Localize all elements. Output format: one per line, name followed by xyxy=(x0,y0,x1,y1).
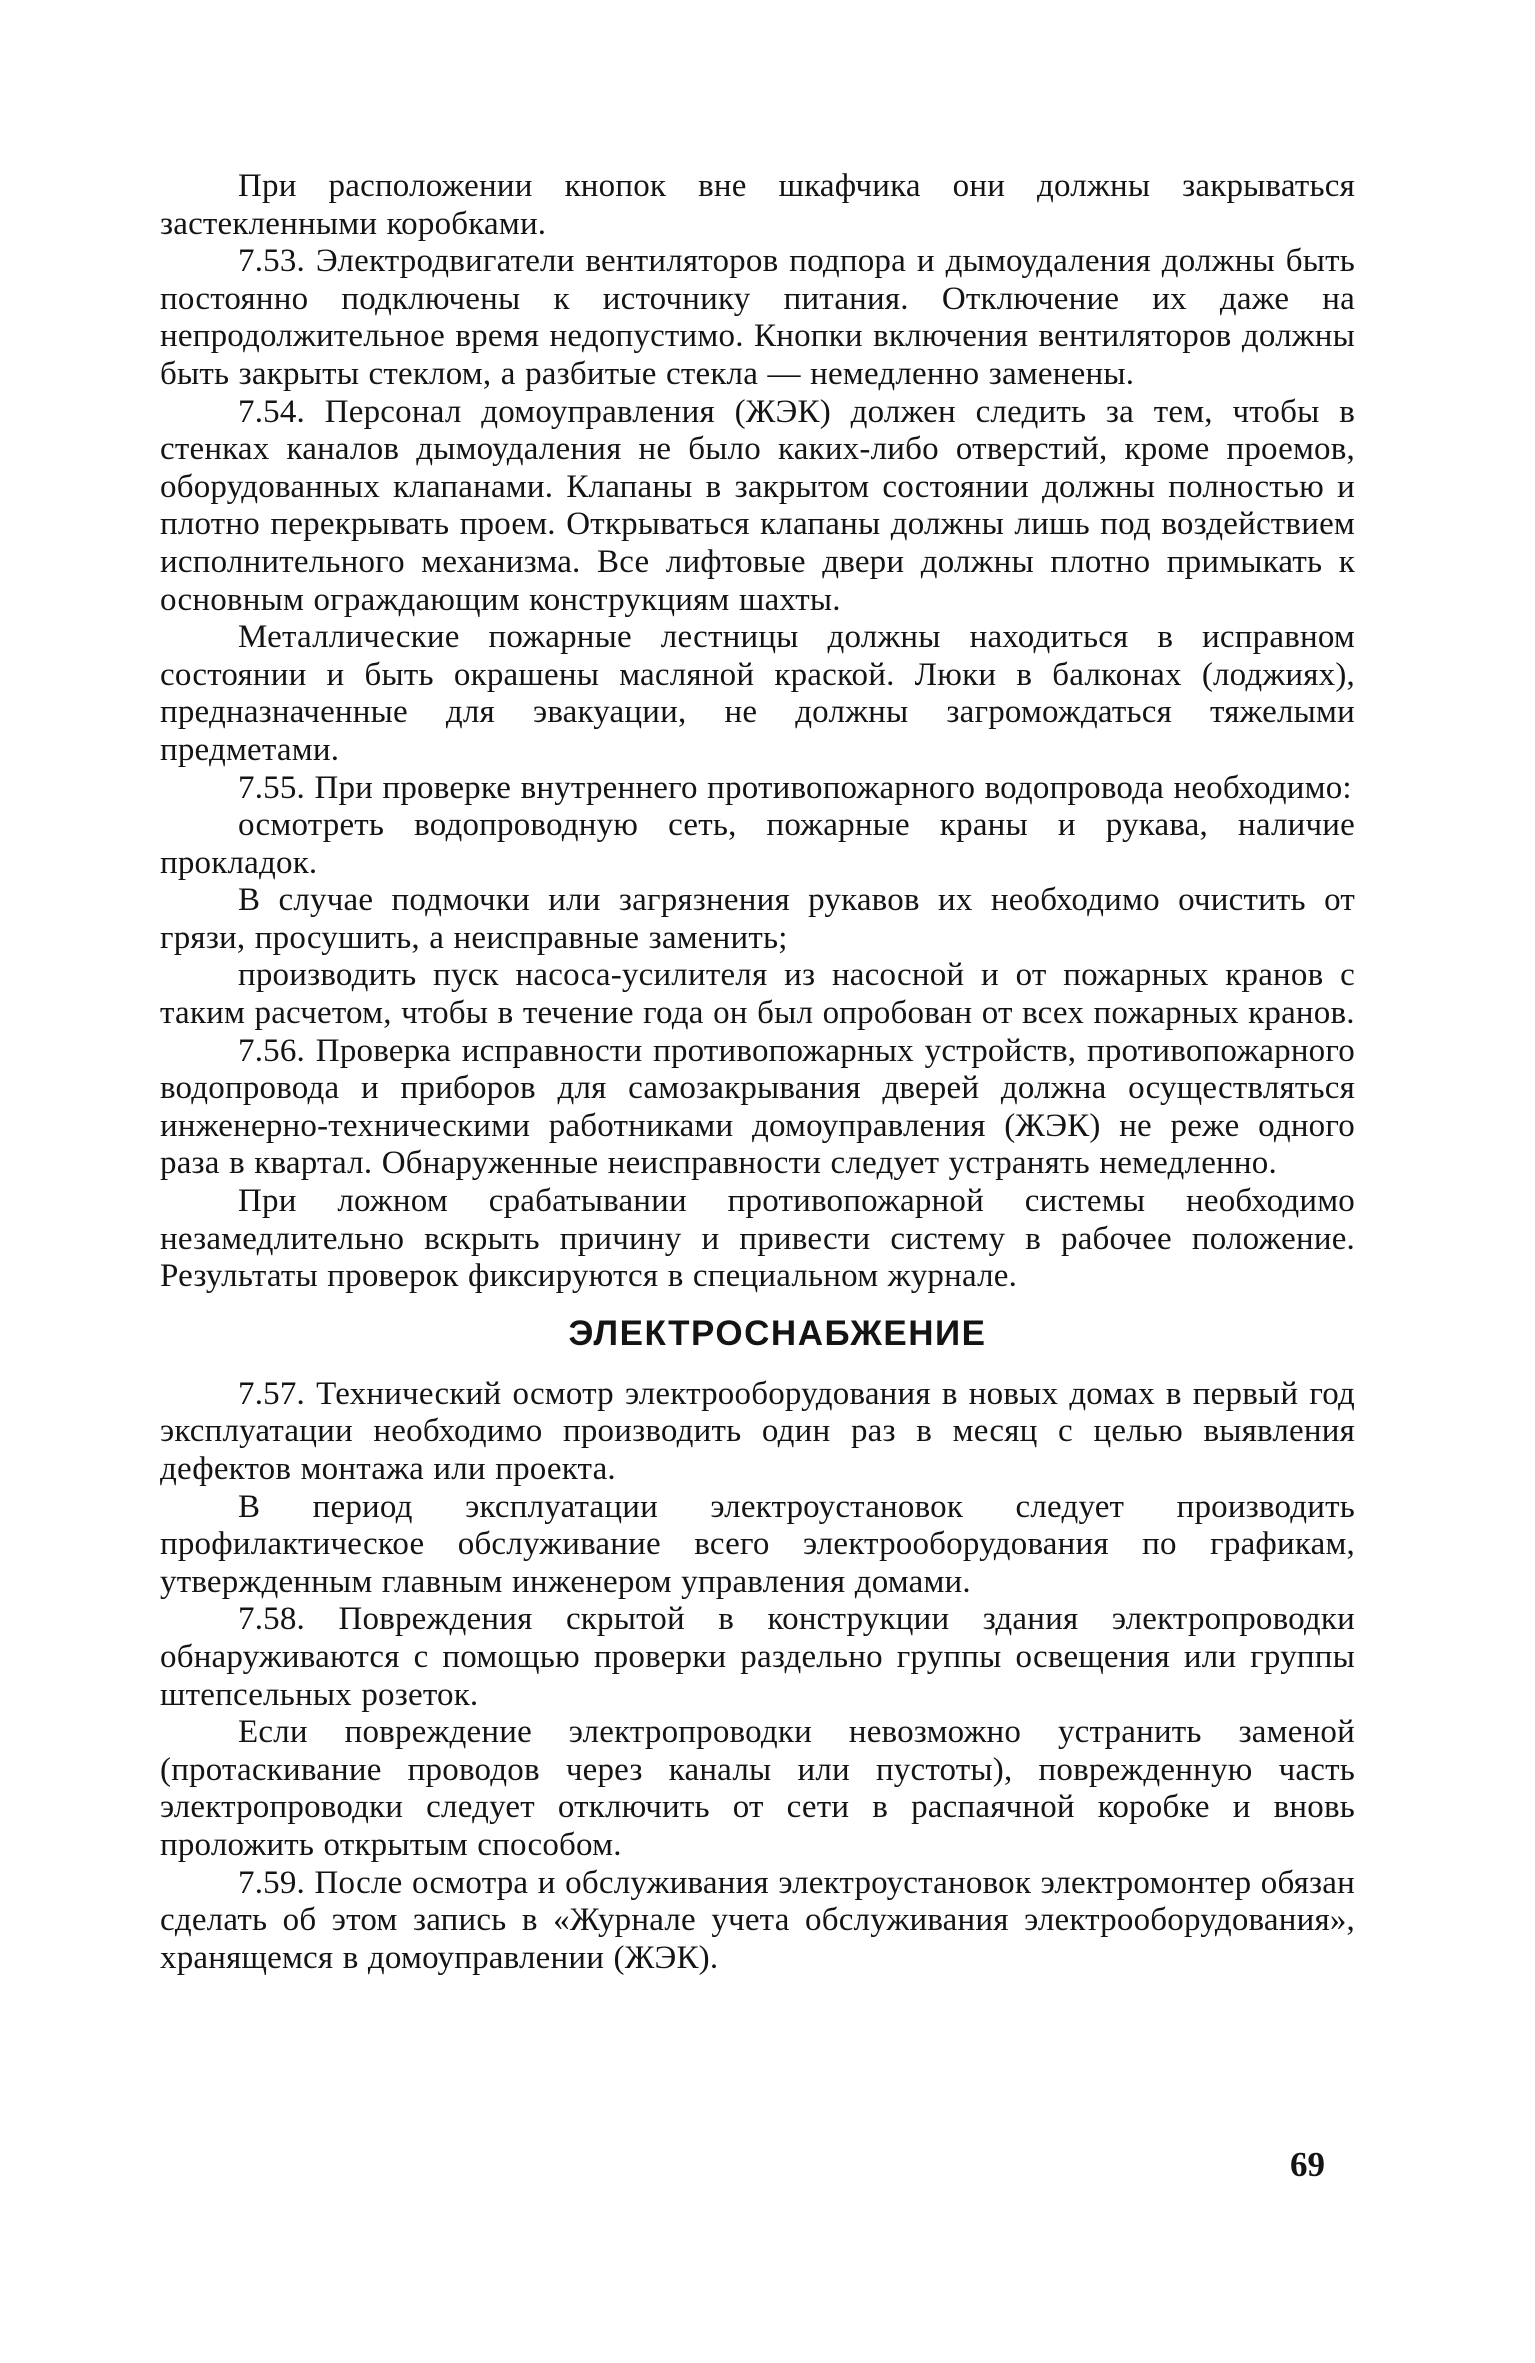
paragraph-7-55: 7.55. При проверке внутреннего противопожарного водопровода необходимо: xyxy=(238,769,1352,806)
section-heading: ЭЛЕКТРОСНАБЖЕНИЕ xyxy=(568,1313,987,1353)
paragraph: В случае подмочки или загрязнения рукавов их необходимо очистить от грязи, просушить, а неисправные заменить; xyxy=(160,882,1355,956)
paragraph: При расположении кнопок вне шкафчика они должны закрываться застекленными коробками. xyxy=(160,168,1355,242)
paragraph-7-59: 7.59. После осмотра и обслуживания электроустановок электромонтер обязан сделать об этом запись в «Журнале учета обслуживания электрооборудования», хранящемся в домоуправлении (ЖЭК). xyxy=(160,1864,1355,1976)
paragraph: осмотреть водопроводную сеть, пожарные краны и рукава, наличие прокладок. xyxy=(160,807,1355,881)
paragraph-7-57: 7.57. Технический осмотр электрооборудования в новых домах в первый год эксплуатации необходимо производить один раз в месяц с целью выявления дефектов монтажа или проекта. xyxy=(160,1375,1355,1487)
paragraph-7-56: 7.56. Проверка исправности противопожарных устройств, противопожарного водопровода и приборов для самозакрывания дверей должна осуществляться инженерно-техническими работниками домоуправления (ЖЭК) не реже одного раза в квартал. Обнаруженные неисправности следует устранять немедленно. xyxy=(160,1032,1355,1182)
paragraph: При ложном срабатывании противопожарной системы необходимо незамедлительно вскрыть причину и привести систему в рабочее положение. Результаты проверок фиксируются в специальном журнале. xyxy=(160,1183,1355,1295)
paragraphs-top xyxy=(160,168,1355,1296)
paragraph: Металлические пожарные лестницы должны находиться в исправном состоянии и быть окрашены масляной краской. Люки в балконах (лоджиях), предназначенные для эвакуации, не должны загромождаться тяжелыми предметами. xyxy=(160,619,1355,768)
paragraph-7-53: 7.53. Электродвигатели вентиляторов подпора и дымоудаления должны быть постоянно подключены к источнику питания. Отключение их даже на непродолжительное время недопустимо. Кнопки включения вентиляторов должны быть закрыты стеклом, а разбитые стекла — немедленно заменены. xyxy=(160,243,1355,392)
paragraphs-bottom xyxy=(160,1376,1355,1978)
page-number: 69 xyxy=(1290,2145,1325,2184)
paragraph: Если повреждение электропроводки невозможно устранить заменой (протаскивание проводов через каналы или пустоты), поврежденную часть электропроводки следует отключить от сети в распаячной коробке и вновь проложить открытым способом. xyxy=(160,1714,1355,1863)
paragraph: В период эксплуатации электроустановок следует производить профилактическое обслуживание всего электрооборудования по графикам, утвержденным главным инженером управления домами. xyxy=(160,1488,1355,1600)
paragraph-7-58: 7.58. Повреждения скрытой в конструкции здания электропроводки обнаруживаются с помощью проверки раздельно группы освещения или группы штепсельных розеток. xyxy=(160,1601,1355,1713)
page-body xyxy=(160,168,1355,1977)
paragraph-7-54: 7.54. Персонал домоуправления (ЖЭК) должен следить за тем, чтобы в стенках каналов дымоудаления не было каких-либо отверстий, кроме проемов, оборудованных клапанами. Клапаны в закрытом состоянии должны полностью и плотно перекрывать проем. Открываться клапаны должны лишь под воздействием исполнительного механизма. Все лифтовые двери должны плотно примыкать к основным ограждающим конструкциям шахты. xyxy=(160,393,1355,618)
paragraph: производить пуск насоса-усилителя из насосной и от пожарных кранов с таким расчетом, чтобы в течение года он был опробован от всех пожарных кранов. xyxy=(160,957,1355,1032)
